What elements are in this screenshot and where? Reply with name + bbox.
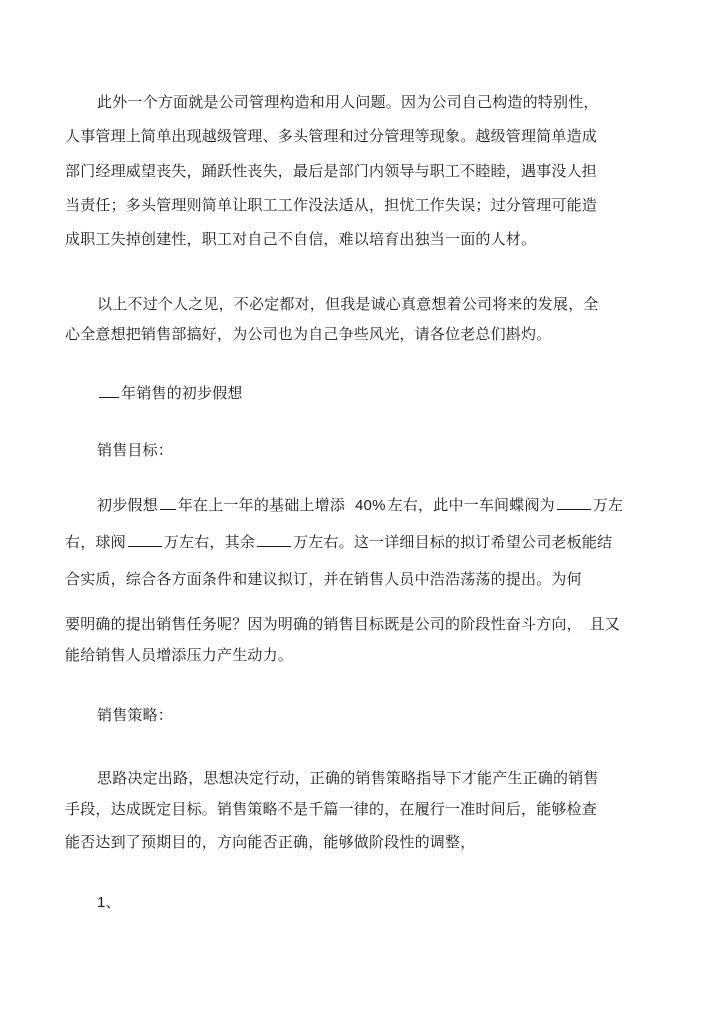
heading-sales-plan-text: 年销售的初步假想 xyxy=(121,384,243,402)
p3-text-g: 万左右。这一详细目标的拟订希望公司老板能结 xyxy=(293,533,613,551)
paragraph-1-line-2: 人事管理上简单出现越级管理、多头管理和过分管理等现象。越级管理简单造成 xyxy=(65,127,598,145)
amount-blank-butterfly-valve xyxy=(557,495,591,510)
heading-sales-target: 销售目标： xyxy=(97,441,174,459)
p3-text-f: 万左右，其余 xyxy=(163,533,256,551)
heading-sales-plan xyxy=(97,383,243,403)
paragraph-3-line-3: 合实质，综合各方面条件和建议拟订，并在销售人员中浩浩荡荡的提出。为何 xyxy=(65,570,582,588)
p3-text-a: 初步假想 xyxy=(97,496,158,514)
paragraph-4-line-2: 手段，达成既定目标。销售策略不是千篇一律的，在履行一准时间后，能够检查 xyxy=(65,800,598,818)
growth-percent: 40% xyxy=(355,497,386,514)
paragraph-2-line-2: 心全意想把销售部搞好，为公司也为自己争些风光，请各位老总们斟灼。 xyxy=(65,325,552,343)
paragraph-1-line-3: 部门经理威望丧失，踊跃性丧失，最后是部门内领导与职工不睦睦，遇事没人担 xyxy=(65,162,598,180)
paragraph-1-line-4: 当责任；多头管理则简单让职工工作没法适从，担忧工作失误；过分管理可能造 xyxy=(65,196,598,214)
list-item-number: 1、 xyxy=(97,894,121,911)
paragraph-4-line-1: 思路决定出路，思想决定行动，正确的销售策略指导下才能产生正确的销售 xyxy=(97,769,599,787)
p3-text-b: 年在上一年的基础上增添 xyxy=(177,496,346,514)
paragraph-4-line-3: 能否达到了预期目的，方向能否正确，能够做阶段性的调整， xyxy=(65,833,476,851)
paragraph-3-line-1 xyxy=(97,495,623,516)
paragraph-3-line-5: 能给销售人员增添压力产生动力。 xyxy=(65,646,294,664)
p3-text-e: 右，球阀 xyxy=(65,533,126,551)
p3-text-c: 左右，此中一车间蝶阀为 xyxy=(387,496,555,514)
amount-blank-ball-valve xyxy=(128,532,162,547)
paragraph-2-line-1: 以上不过个人之见，不必定都对，但我是诚心真意想着公司将来的发展，全 xyxy=(97,295,599,313)
paragraph-1-line-5: 成职工失掉创建性，职工对自己不自信，难以培育出独当一面的人材。 xyxy=(65,230,537,248)
heading-sales-strategy: 销售策略： xyxy=(97,706,174,724)
paragraph-3-line-2 xyxy=(65,532,612,552)
year-blank xyxy=(99,383,119,398)
paragraph-1-line-1: 此外一个方面就是公司管理构造和用人问题。因为公司自己构造的特别性， xyxy=(97,93,599,111)
p3-text-d: 万左 xyxy=(592,496,624,514)
year-blank xyxy=(160,495,176,510)
amount-blank-others xyxy=(257,532,291,547)
paragraph-3-line-4: 要明确的提出销售任务呢？因为明确的销售目标既是公司的阶段性奋斗方向， 且又 xyxy=(65,615,620,633)
